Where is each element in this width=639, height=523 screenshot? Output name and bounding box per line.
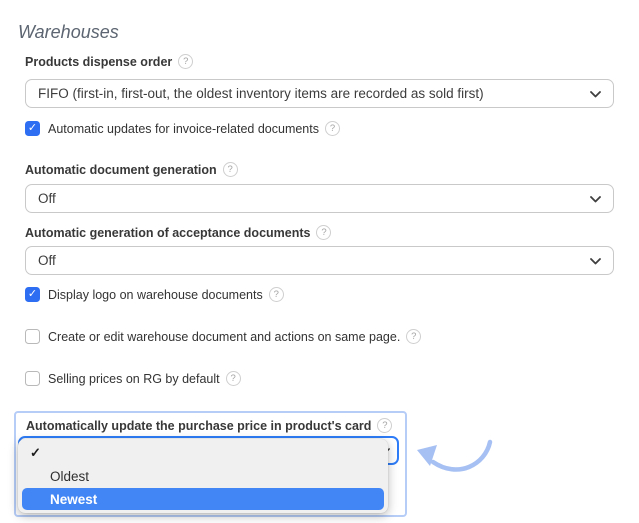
dispense-order-label: Products dispense order — [25, 54, 173, 69]
help-icon[interactable]: ? — [316, 225, 331, 240]
acceptance-docs-label-row — [25, 225, 331, 240]
chevron-down-icon — [590, 196, 601, 203]
same-page-editing-checkbox[interactable] — [25, 329, 40, 344]
dropdown-option-blank[interactable] — [18, 440, 388, 465]
acceptance-docs-value: Off — [38, 253, 56, 268]
invoice-updates-row — [25, 121, 340, 136]
callout-arrow-icon — [412, 437, 498, 492]
display-logo-row — [25, 287, 284, 302]
selling-prices-rg-row — [25, 371, 241, 386]
help-icon[interactable]: ? — [223, 162, 238, 177]
same-page-editing-label: Create or edit warehouse document and actions on same page. — [48, 329, 401, 344]
dispense-order-select[interactable] — [25, 79, 614, 108]
dropdown-option-newest-label: Newest — [50, 491, 98, 507]
selling-prices-rg-label: Selling prices on RG by default — [48, 371, 220, 386]
help-icon[interactable]: ? — [178, 54, 193, 69]
purchase-price-label-row — [26, 418, 392, 433]
display-logo-checkbox[interactable] — [25, 287, 40, 302]
chevron-down-icon — [590, 91, 601, 98]
purchase-price-dropdown-menu — [18, 439, 388, 513]
acceptance-docs-label: Automatic generation of acceptance documents — [25, 225, 311, 240]
selling-prices-rg-checkbox[interactable] — [25, 371, 40, 386]
purchase-price-callout-box — [14, 411, 407, 517]
check-icon: ✓ — [27, 122, 38, 134]
purchase-price-label: Automatically update the purchase price in product's card — [26, 418, 372, 433]
acceptance-docs-select[interactable] — [25, 246, 614, 275]
display-logo-label: Display logo on warehouse documents — [48, 287, 263, 302]
doc-generation-label-row — [25, 162, 238, 177]
help-icon[interactable]: ? — [226, 371, 241, 386]
chevron-down-icon — [590, 258, 601, 265]
doc-generation-select[interactable] — [25, 184, 614, 213]
invoice-updates-label: Automatic updates for invoice-related documents — [48, 121, 319, 136]
invoice-updates-checkbox[interactable] — [25, 121, 40, 136]
dropdown-option-oldest[interactable] — [18, 465, 388, 488]
help-icon[interactable]: ? — [269, 287, 284, 302]
help-icon[interactable]: ? — [377, 418, 392, 433]
check-icon: ✓ — [30, 444, 41, 460]
same-page-editing-row — [25, 329, 421, 344]
page-title: Warehouses — [18, 22, 119, 42]
doc-generation-label: Automatic document generation — [25, 162, 217, 177]
doc-generation-value: Off — [38, 191, 56, 206]
dispense-order-label-row — [25, 54, 193, 69]
help-icon[interactable]: ? — [325, 121, 340, 136]
dropdown-option-oldest-label: Oldest — [50, 469, 90, 484]
check-icon: ✓ — [27, 288, 38, 300]
dropdown-option-newest[interactable] — [22, 488, 384, 510]
help-icon[interactable]: ? — [406, 329, 421, 344]
dispense-order-value: FIFO (first-in, first-out, the oldest inventory items are recorded as sold first) — [38, 86, 484, 101]
